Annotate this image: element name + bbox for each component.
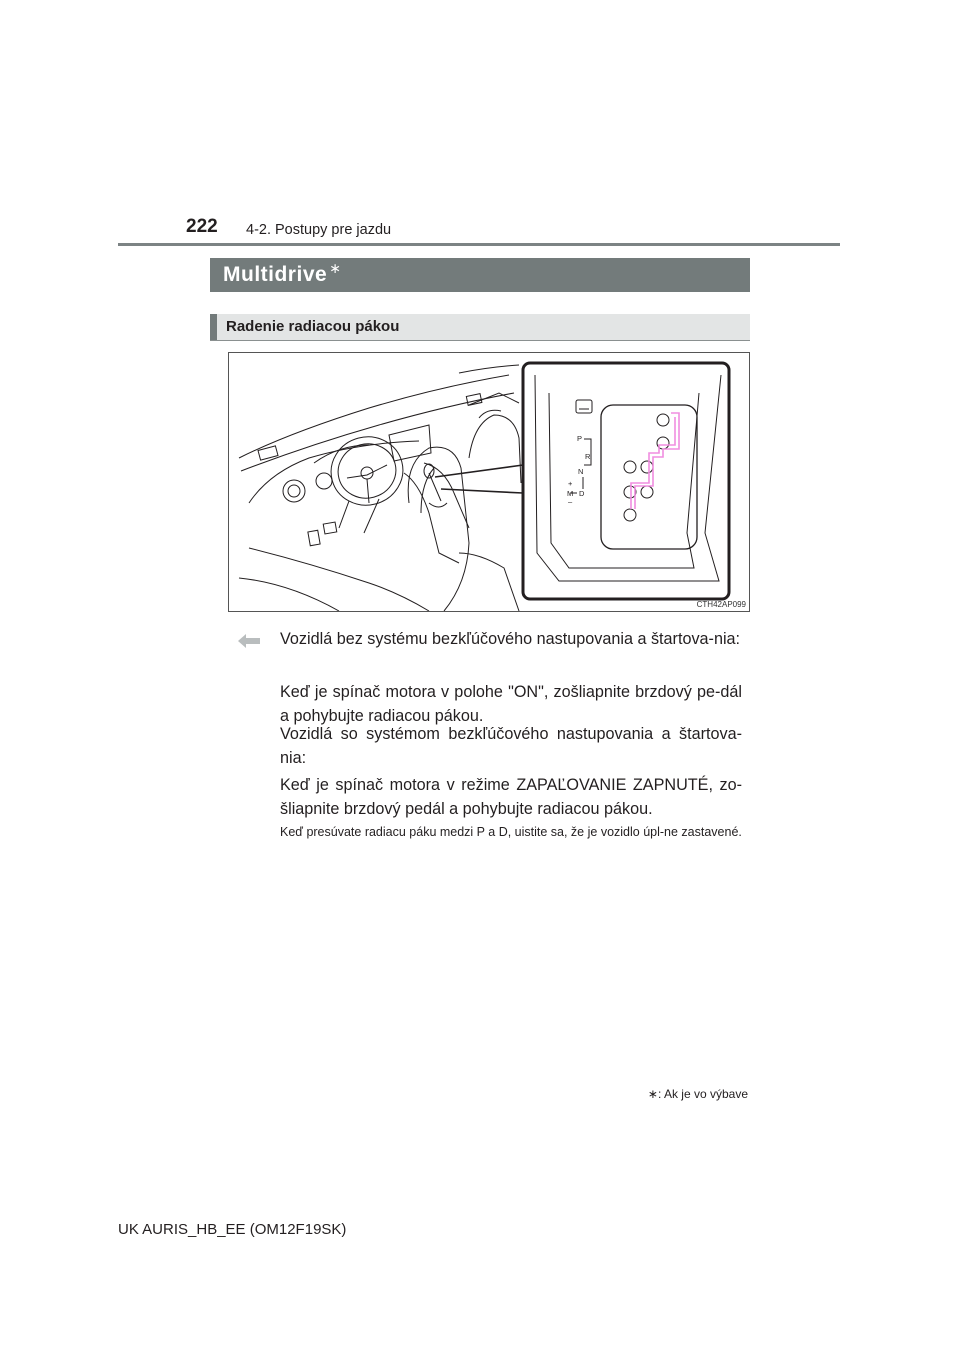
footer-model: UK AURIS_HB_EE (OM12F19SK) bbox=[118, 1221, 347, 1238]
footnote-text: : Ak je vo výbave bbox=[657, 1087, 748, 1101]
label-p: P bbox=[577, 434, 583, 443]
label-minus: – bbox=[568, 497, 573, 506]
footnote bbox=[648, 1087, 748, 1101]
subheading-text: Radenie radiacou pákou bbox=[226, 318, 400, 335]
footnote-asterisk: ∗ bbox=[647, 1087, 658, 1101]
subheading-accent bbox=[210, 314, 217, 340]
title-bar bbox=[210, 258, 750, 292]
arrow-left-icon bbox=[238, 634, 260, 648]
figure-code: CTH42AP099 bbox=[696, 600, 746, 609]
paragraph-smart-key: Vozidlá so systémom bezkľúčového nastupovania a štartova-nia: bbox=[280, 725, 742, 767]
label-plus: + bbox=[568, 479, 573, 488]
label-d: D bbox=[579, 489, 585, 498]
page-title bbox=[223, 260, 342, 287]
subheading-bar bbox=[210, 314, 750, 341]
label-m: M bbox=[567, 489, 574, 498]
paragraph-no-smart-key: Vozidlá bez systému bezkľúčového nastupovania a štartova-nia: bbox=[280, 630, 741, 648]
title-asterisk: ∗ bbox=[329, 260, 342, 276]
paragraph-ignition-on: Keď je spínač motora v režime ZAPAĽOVANIE ZAPNUTÉ, zo-šliapnite brzdový pedál a pohybujte radiacou pákou. bbox=[280, 776, 742, 818]
title-text: Multidrive bbox=[223, 263, 328, 286]
paragraph-on-mode: Keď je spínač motora v polohe "ON", zošliapnite brzdový pe-dál a pohybujte radiacou pákou. bbox=[280, 683, 742, 725]
section-title: 4-2. Postupy pre jazdu bbox=[246, 222, 392, 238]
page-number: 222 bbox=[186, 216, 218, 237]
note-text: Keď presúvate radiacu páku medzi P a D, uistite sa, že je vozidlo úpl-ne zastavené. bbox=[280, 825, 742, 839]
header-rule bbox=[118, 243, 840, 246]
label-r: R bbox=[585, 452, 591, 461]
cockpit-illustration bbox=[229, 353, 750, 612]
label-n: N bbox=[578, 467, 584, 476]
figure-illustration bbox=[228, 352, 750, 612]
